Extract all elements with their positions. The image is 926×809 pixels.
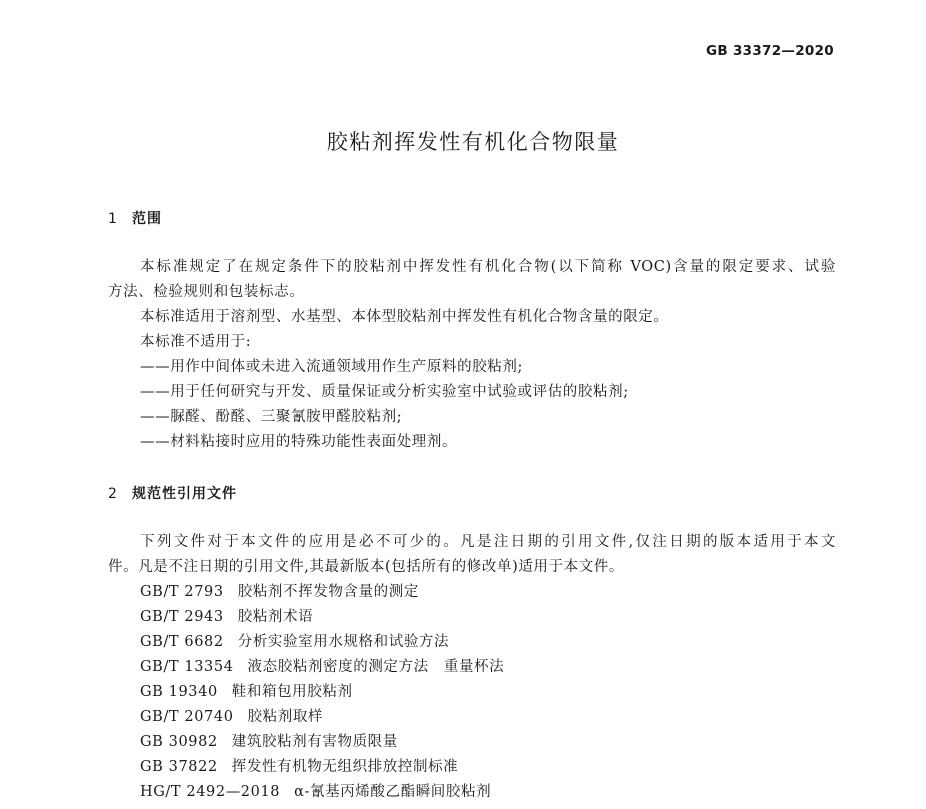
list-item: ——用于任何研究与开发、质量保证或分析实验室中试验或评估的胶粘剂; [140,384,629,400]
reference-title: 胶粘剂术语 [237,609,314,625]
reference-item [140,583,419,601]
paragraph-line: 方法、检验规则和包装标志。 [108,284,305,300]
paragraph-line: 本标准不适用于: [140,334,252,350]
reference-title: α-氰基丙烯酸乙酯瞬间胶粘剂 [294,784,492,800]
reference-item [140,783,491,801]
section-number: 1 [108,211,118,227]
reference-item [140,733,398,751]
reference-title: 胶粘剂不挥发物含量的测定 [237,584,419,600]
section-heading-scope [108,208,162,228]
reference-item [140,658,504,676]
section-title: 范围 [132,211,162,227]
paragraph-line: 本标准规定了在规定条件下的胶粘剂中挥发性有机化合物(以下简称 VOC)含量的限定要求、试验 [140,259,836,275]
reference-code: HG/T 2492—2018 [140,784,281,800]
document-title: 胶粘剂挥发性有机化合物限量 [326,130,620,154]
paragraph-line: 件。凡是不注日期的引用文件,其最新版本(包括所有的修改单)适用于本文件。 [108,559,625,575]
reference-code: GB/T 2793 [140,584,224,600]
standard-code: GB 33372—2020 [705,43,834,59]
reference-code: GB 19340 [140,684,218,700]
list-item: ——材料粘接时应用的特殊功能性表面处理剂。 [140,434,458,450]
reference-title: 胶粘剂取样 [247,709,324,725]
paragraph-line: 下列文件对于本文件的应用是必不可少的。凡是注日期的引用文件,仅注日期的版本适用于本文 [140,534,836,550]
reference-title: 挥发性有机物无组织排放控制标准 [231,759,459,775]
reference-title: 液态胶粘剂密度的测定方法 重量杯法 [247,659,505,675]
reference-title: 鞋和箱包用胶粘剂 [231,684,353,700]
reference-code: GB/T 20740 [140,709,234,725]
reference-code: GB/T 6682 [140,634,224,650]
reference-code: GB/T 2943 [140,609,224,625]
reference-title: 分析实验室用水规格和试验方法 [237,634,450,650]
reference-code: GB 37822 [140,759,218,775]
list-item: ——脲醛、酚醛、三聚氰胺甲醛胶粘剂; [140,409,403,425]
reference-title: 建筑胶粘剂有害物质限量 [231,734,398,750]
reference-item [140,758,458,776]
section-heading-normative-references [108,483,237,503]
section-title: 规范性引用文件 [132,486,237,502]
reference-item [140,608,313,626]
reference-item [140,633,449,651]
reference-item [140,708,323,726]
reference-code: GB 30982 [140,734,218,750]
paragraph-line: 本标准适用于溶剂型、水基型、本体型胶粘剂中挥发性有机化合物含量的限定。 [140,309,669,325]
reference-item [140,683,353,701]
reference-code: GB/T 13354 [140,659,234,675]
section-number: 2 [108,486,118,502]
list-item: ——用作中间体或未进入流通领域用作生产原料的胶粘剂; [140,359,523,375]
